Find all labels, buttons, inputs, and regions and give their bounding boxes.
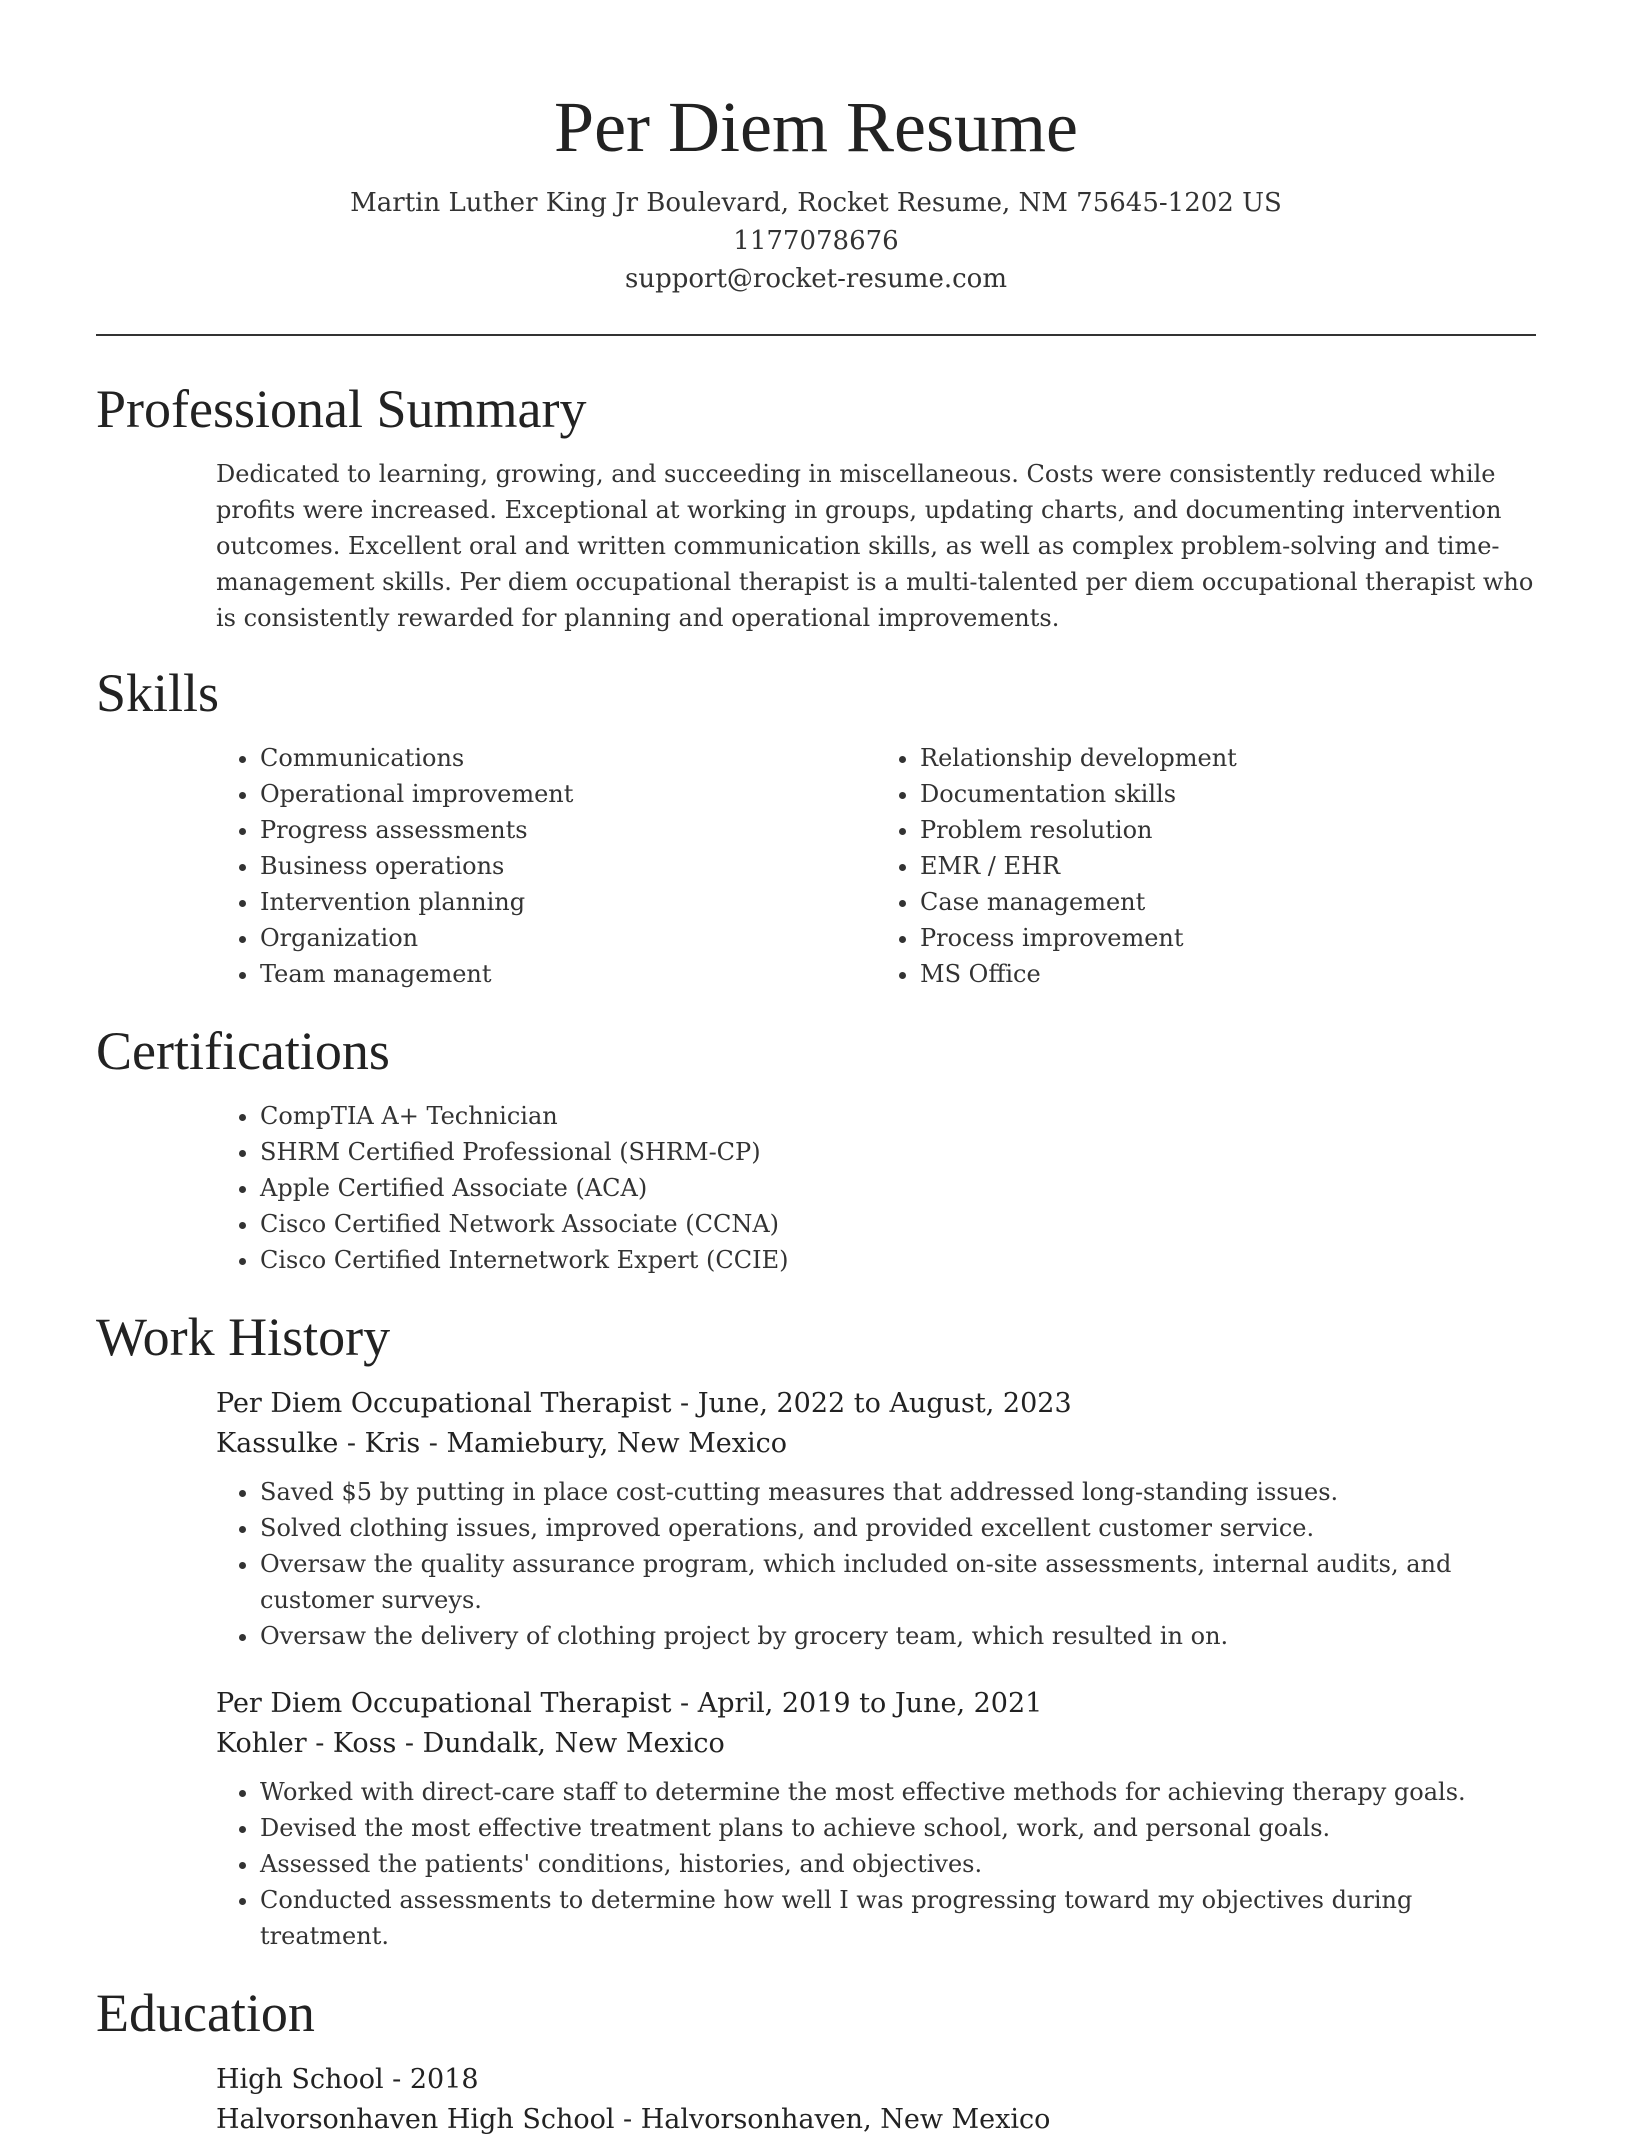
contact-block [96, 184, 1536, 298]
job-bullet: • Worked with direct-care staff to determine the most effective methods for achieving therapy goals. [260, 1774, 1536, 1810]
skill-item: • Team management [260, 956, 876, 992]
job-bullet: • Conducted assessments to determine how well I was progressing toward my objectives during treatment. [260, 1882, 1536, 1954]
skill-item: • Case management [920, 884, 1536, 920]
resume-name: Per Diem Resume [554, 87, 1078, 167]
skill-item: • Progress assessments [260, 812, 876, 848]
resume-header [96, 0, 1536, 298]
summary-section [96, 374, 1536, 636]
skill-item: • Process improvement [920, 920, 1536, 956]
job-bullets [216, 1774, 1536, 1954]
contact-email: support@rocket-resume.com [624, 264, 1007, 294]
certification-item: • Cisco Certified Internetwork Expert (CCIE) [260, 1242, 1536, 1278]
skills-section [96, 658, 1536, 992]
skill-item: • Operational improvement [260, 776, 876, 812]
skill-item: • Problem resolution [920, 812, 1536, 848]
skill-item: • Documentation skills [920, 776, 1536, 812]
job-entry [216, 1384, 1536, 1654]
education-title: Education [96, 1983, 315, 2043]
certification-item: • SHRM Certified Professional (SHRM-CP) [260, 1134, 1536, 1170]
skill-item: • Intervention planning [260, 884, 876, 920]
job-employer: Kassulke - Kris - Mamiebury, New Mexico [216, 1428, 788, 1459]
work-history-section [96, 1302, 1536, 1954]
skill-item: • Organization [260, 920, 876, 956]
education-entry [216, 2060, 1536, 2140]
job-entry [216, 1684, 1536, 1954]
summary-text: Dedicated to learning, growing, and succeeding in miscellaneous. Costs were consistently reduced while profits were increased. Exceptional at working in groups, updating charts, and documenting intervention outcomes. Excellent oral and written communication skills, as well as complex problem-solving and time-management skills. Per diem occupational therapist is a multi-talented per diem occupational therapist who is consistently rewarded for planning and operational improvements. [216, 460, 1534, 632]
certifications-section [96, 1016, 1536, 1278]
certification-item: • CompTIA A+ Technician [260, 1098, 1536, 1134]
summary-title: Professional Summary [96, 379, 587, 439]
skill-item: • Communications [260, 740, 876, 776]
job-bullet: • Oversaw the delivery of clothing project by grocery team, which resulted in on. [260, 1618, 1536, 1654]
skills-title: Skills [96, 663, 220, 723]
skill-item: • Business operations [260, 848, 876, 884]
job-heading: Per Diem Occupational Therapist - April, 2019 to June, 2021 [216, 1688, 1043, 1719]
skill-item: • Relationship development [920, 740, 1536, 776]
education-degree: High School - 2018 [216, 2064, 479, 2095]
contact-phone: 1177078676 [733, 226, 899, 256]
contact-address: Martin Luther King Jr Boulevard, Rocket Resume, NM 75645-1202 US [350, 188, 1282, 218]
skills-list-left [216, 740, 876, 992]
skills-columns [216, 740, 1536, 992]
education-section [96, 1978, 1536, 2140]
job-bullet: • Devised the most effective treatment plans to achieve school, work, and personal goals. [260, 1810, 1536, 1846]
skill-item: • MS Office [920, 956, 1536, 992]
job-employer: Kohler - Koss - Dundalk, New Mexico [216, 1728, 725, 1759]
skills-list-right [876, 740, 1536, 992]
certifications-title: Certifications [96, 1021, 390, 1081]
job-bullet: • Assessed the patients' conditions, histories, and objectives. [260, 1846, 1536, 1882]
skill-item: • EMR / EHR [920, 848, 1536, 884]
job-bullet: • Saved $5 by putting in place cost-cutting measures that addressed long-standing issues. [260, 1474, 1536, 1510]
job-bullets [216, 1474, 1536, 1654]
certifications-list [216, 1098, 1536, 1278]
header-divider [96, 334, 1536, 336]
certification-item: • Apple Certified Associate (ACA) [260, 1170, 1536, 1206]
work-history-title: Work History [96, 1307, 391, 1367]
certification-item: • Cisco Certified Network Associate (CCNA) [260, 1206, 1536, 1242]
job-bullet: • Oversaw the quality assurance program, which included on-site assessments, internal audits, and customer surveys. [260, 1546, 1536, 1618]
job-heading: Per Diem Occupational Therapist - June, 2022 to August, 2023 [216, 1388, 1072, 1419]
job-bullet: • Solved clothing issues, improved operations, and provided excellent customer service. [260, 1510, 1536, 1546]
education-school: Halvorsonhaven High School - Halvorsonhaven, New Mexico [216, 2104, 1051, 2135]
